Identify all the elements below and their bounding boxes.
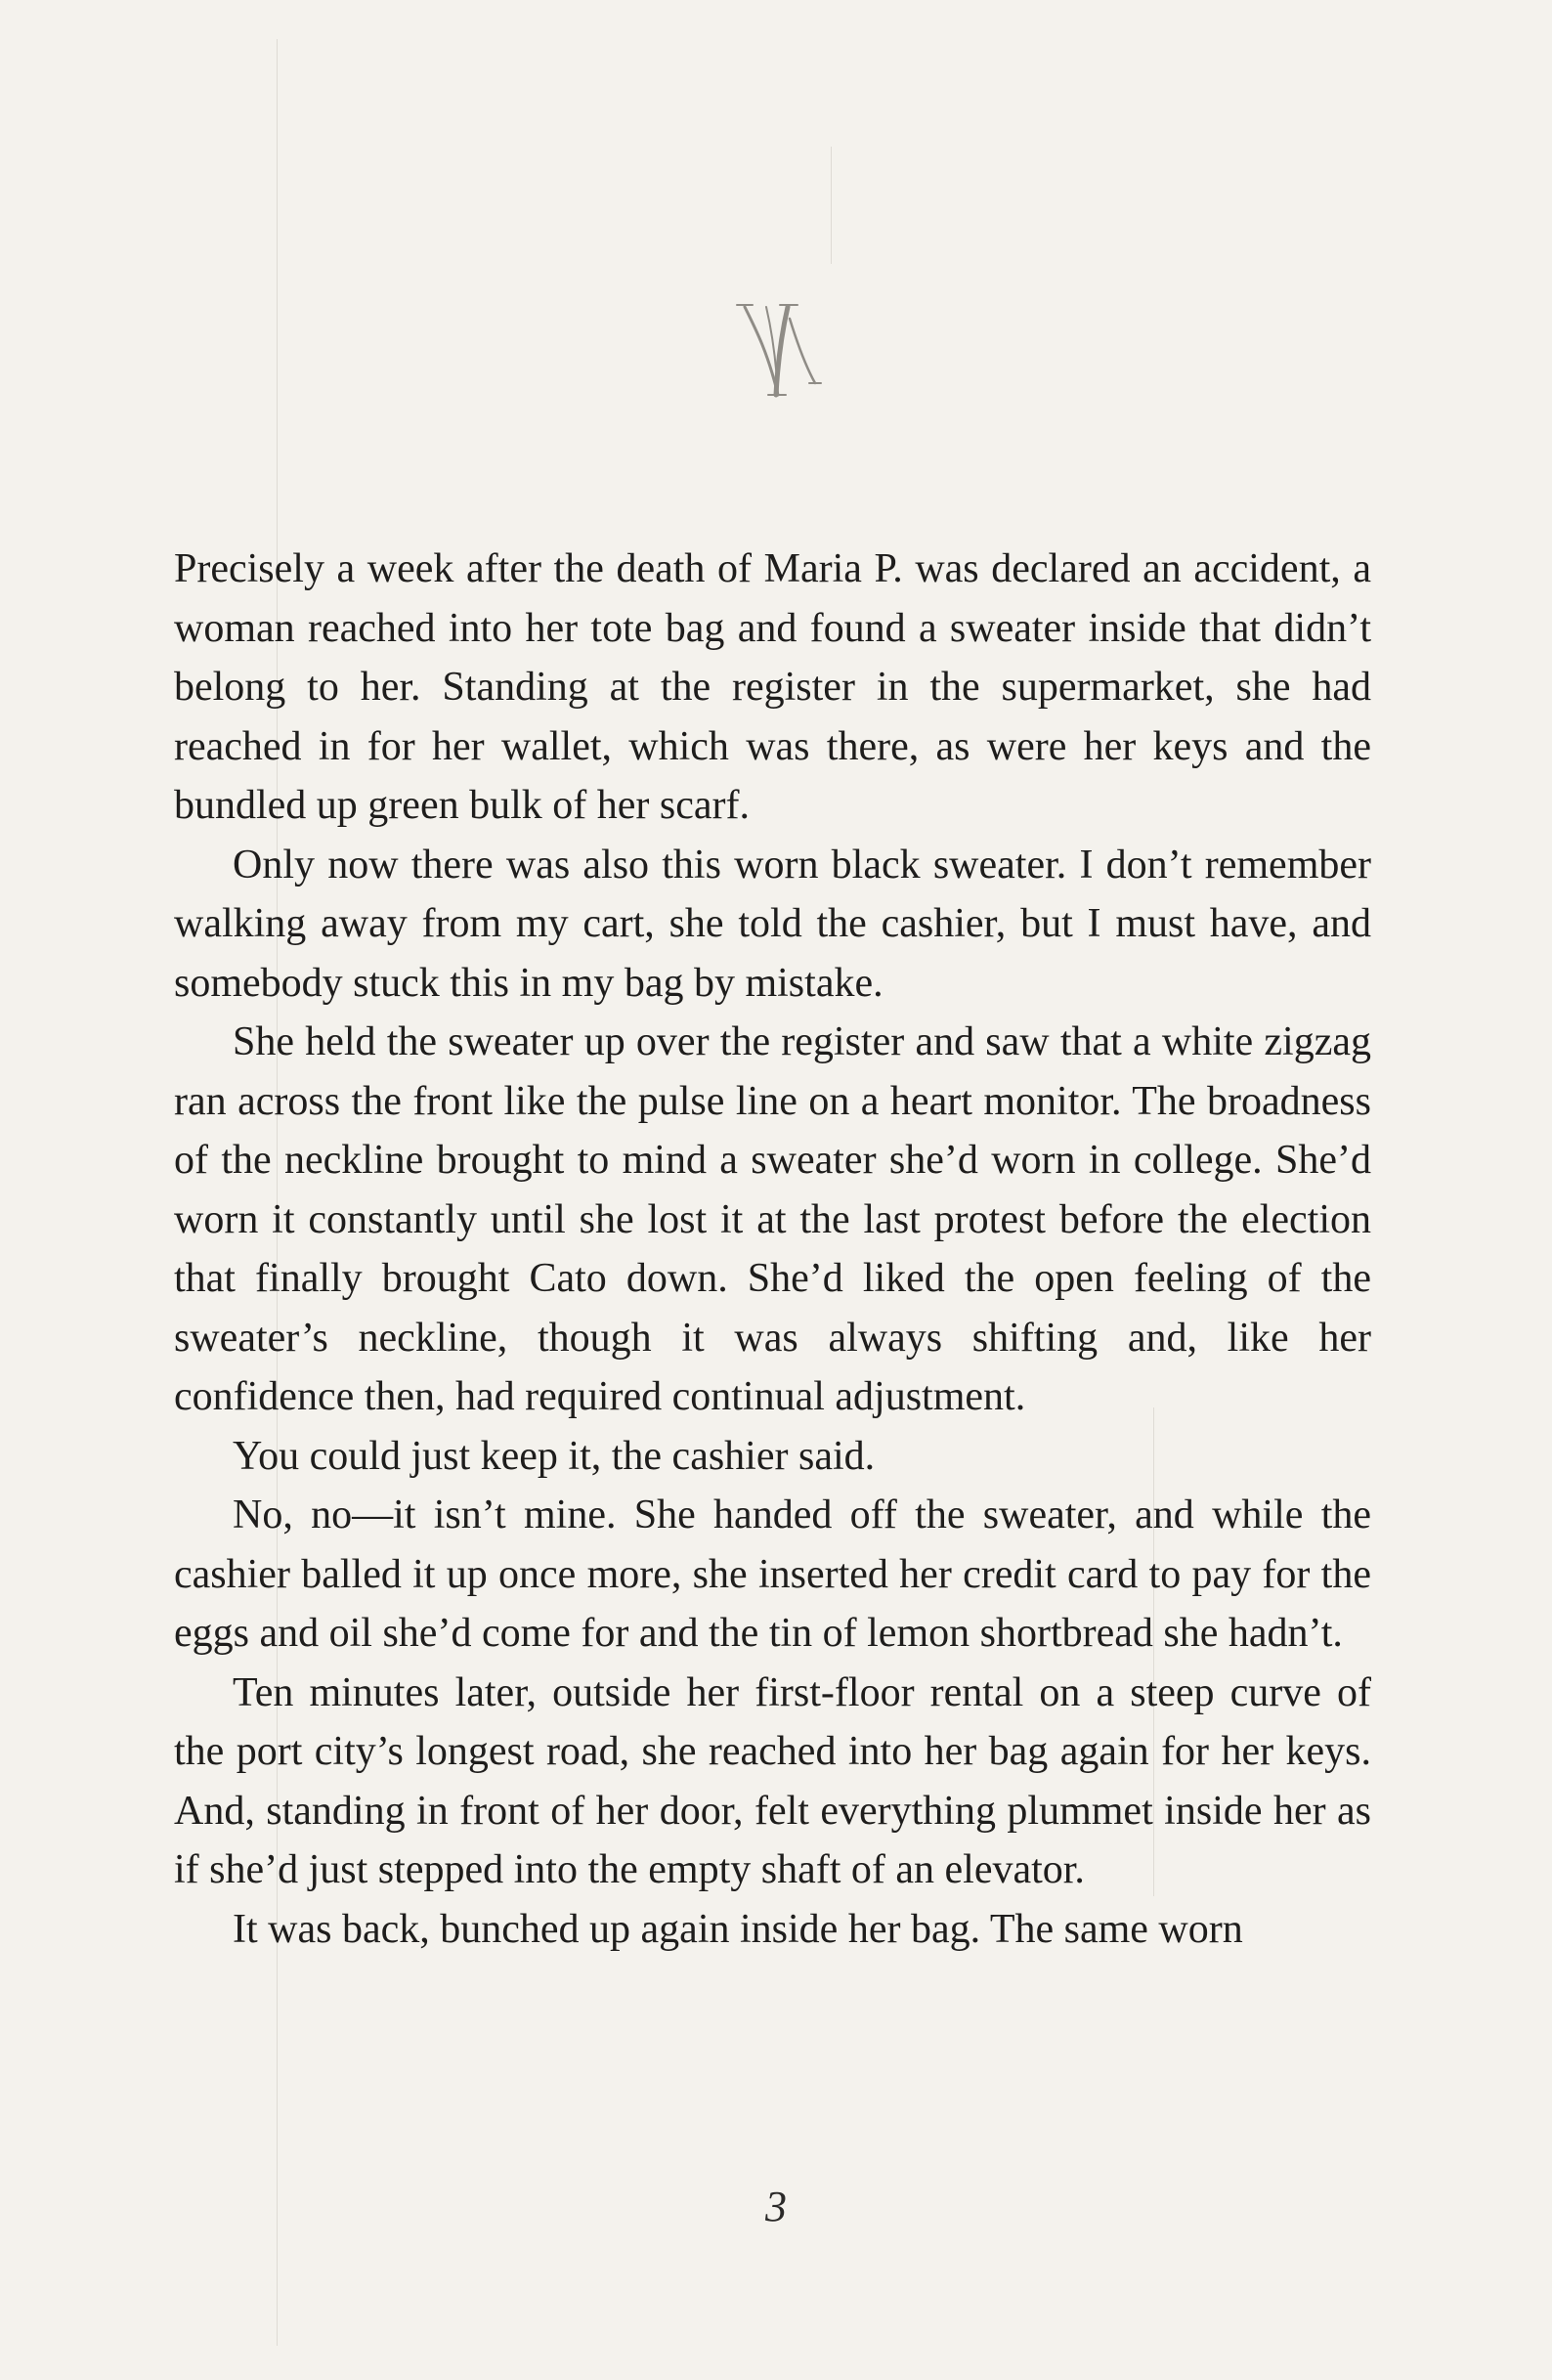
paragraph: You could just keep it, the cashier said. <box>233 1433 876 1479</box>
paragraph: Only now there was also this worn black sweater. I don’t remember walking away from my cart, she told the cashier, but I must have, and somebody stuck this in my bag by mistake. <box>174 842 1371 1006</box>
paragraph: Ten minutes later, outside her first-floor rental on a steep curve of the port city’s longest road, she reached into her bag again for her keys. And, standing in front of her door, felt everything plummet inside her as if she’d just stepped into the empty shaft of an elevator. <box>174 1669 1371 1892</box>
chapter-text <box>174 540 1371 1959</box>
paragraph: It was back, bunched up again inside her bag. The same worn <box>233 1906 1243 1952</box>
section-ornament-icon <box>708 293 844 411</box>
paragraph: Precisely a week after the death of Maria P. was declared an accident, a woman reached into her tote bag and found a sweater inside that didn’t belong to her. Standing at the register in the supermarket, she had reached in for her wallet, which was there, as were her keys and the bundled up green bulk of her scarf. <box>174 546 1371 828</box>
page-number: 3 <box>765 2183 787 2230</box>
page-crease <box>831 147 832 264</box>
paragraph: She held the sweater up over the register and saw that a white zigzag ran across the front like the pulse line on a heart monitor. The broadness of the neckline brought to mind a sweater she’d worn in college. She’d worn it constantly until she lost it at the last protest before the election that finally brought Cato down. She’d liked the open feeling of the sweater’s neckline, though it was always shifting and, like her confidence then, had required continual adjustment. <box>174 1019 1371 1419</box>
paragraph: No, no—it isn’t mine. She handed off the sweater, and while the cashier balled it up once more, she inserted her credit card to pay for the eggs and oil she’d come for and the tin of lemon shortbread she hadn’t. <box>174 1493 1371 1656</box>
